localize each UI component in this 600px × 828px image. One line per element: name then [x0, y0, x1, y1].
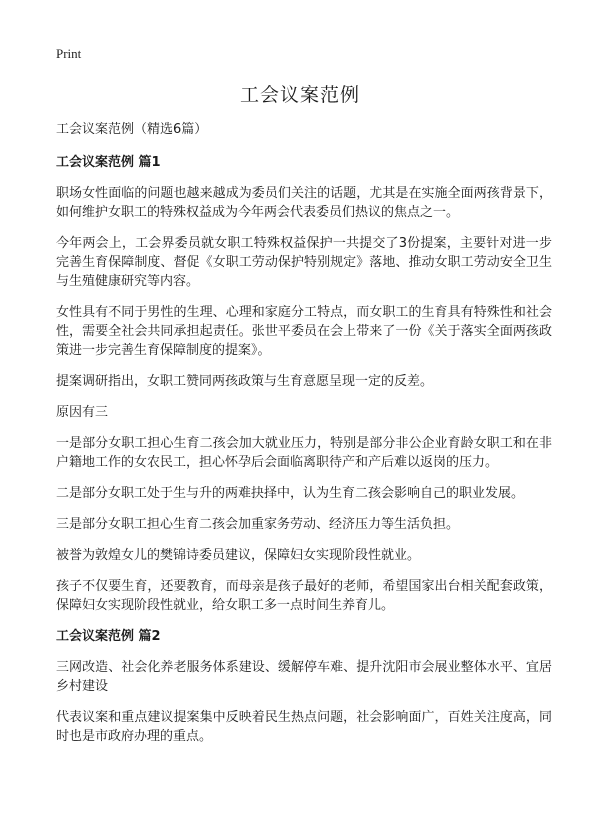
section-heading: 工会议案范例 篇2	[56, 629, 161, 644]
document-body	[56, 120, 552, 758]
paragraph: 三是部分女职工担心生育二孩会加重家务劳动、经济压力等生活负担。	[56, 517, 460, 532]
paragraph: 三网改造、社会化养老服务体系建设、缓解停车难、提升沈阳市会展业整体水平、宜居乡村建设	[56, 660, 552, 694]
paragraph: 女性具有不同于男性的生理、心理和家庭分工特点，而女职工的生育具有特殊性和社会性，需要全社会共同承担起责任。张世平委员在会上带来了一份《关于落实全面两孩政策进一步完善生育保障制度的提案》。	[56, 305, 552, 358]
paragraph: 今年两会上，工会界委员就女职工特殊权益保护一共提交了3份提案，主要针对进一步完善生育保障制度、督促《女职工劳动保护特别规定》落地、推动女职工劳动安全卫生与生殖健康研究等内容。	[56, 236, 552, 289]
paragraph: 提案调研指出，女职工赞同两孩政策与生育意愿呈现一定的反差。	[56, 374, 434, 389]
section-2	[56, 627, 552, 746]
paragraph: 二是部分女职工处于生与升的两难抉择中，认为生育二孩会影响自己的职业发展。	[56, 486, 525, 501]
paragraph: 被誉为敦煌女儿的樊锦诗委员建议，保障妇女实现阶段性就业。	[56, 548, 421, 563]
document-subtitle: 工会议案范例（精选6篇）	[56, 122, 208, 137]
paragraph: 一是部分女职工担心生育二孩会加大就业压力，特别是部分非公企业育龄女职工和在非户籍地工作的女农民工，担心怀孕后会面临离职待产和产后难以返岗的压力。	[56, 436, 552, 470]
section-heading: 工会议案范例 篇1	[56, 155, 161, 170]
print-link[interactable]: Print	[56, 46, 82, 61]
paragraph: 职场女性面临的问题也越来越成为委员们关注的话题，尤其是在实施全面两孩背景下，如何维护女职工的特殊权益成为今年两会代表委员们热议的焦点之一。	[56, 186, 552, 220]
paragraph: 孩子不仅要生育，还要教育，而母亲是孩子最好的老师，希望国家出台相关配套政策，保障妇女实现阶段性就业，给女职工多一点时间生养育儿。	[56, 579, 552, 613]
paragraph: 原因有三	[56, 405, 109, 420]
page-title: 工会议案范例	[239, 84, 360, 106]
section-1	[56, 153, 552, 615]
paragraph: 代表议案和重点建议提案集中反映着民生热点问题，社会影响面广，百姓关注度高，同时也是市政府办理的重点。	[56, 710, 552, 744]
